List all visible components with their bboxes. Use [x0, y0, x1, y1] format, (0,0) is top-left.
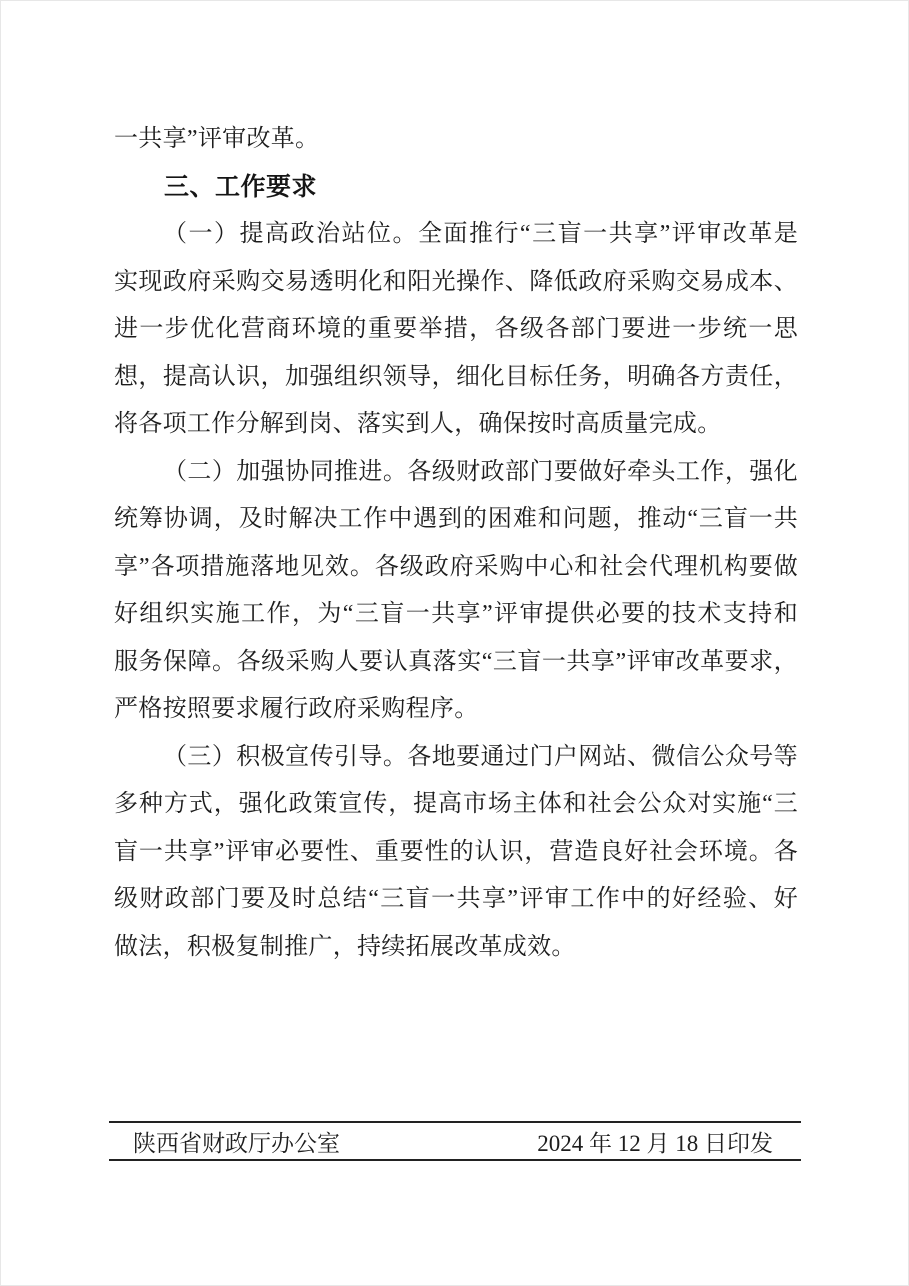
document-body	[114, 116, 798, 971]
body-line: 将各项工作分解到岗、落实到人，确保按时高质量完成。	[114, 411, 722, 437]
footer-issuer: 陕西省财政厅办公室	[133, 1130, 340, 1156]
body-line: 盲一共享”评审必要性、重要性的认识，营造良好社会环境。各	[114, 838, 798, 865]
body-line: 服务保障。各级采购人要认真落实“三盲一共享”评审改革要求，	[114, 648, 798, 675]
body-line: （三）积极宣传引导。各地要通过门户网站、微信公众号等	[163, 743, 798, 770]
body-line: （二）加强协同推进。各级财政部门要做好牵头工作，强化	[163, 458, 798, 485]
body-line: 级财政部门要及时总结“三盲一共享”评审工作中的好经验、好	[114, 886, 798, 912]
body-line: 好组织实施工作，为“三盲一共享”评审提供必要的技术支持和	[114, 601, 798, 627]
body-line: 进一步优化营商环境的重要举措，各级各部门要进一步统一思	[114, 316, 798, 342]
body-line: 多种方式，强化政策宣传，提高市场主体和社会公众对实施“三	[114, 791, 798, 817]
body-line: 享”各项措施落地见效。各级政府采购中心和社会代理机构要做	[114, 553, 798, 580]
body-line: 想，提高认识，加强组织领导，细化目标任务，明确各方责任，	[114, 363, 798, 390]
body-line: 做法，积极复制推广，持续拓展改革成效。	[114, 933, 576, 960]
section-heading: 三、工作要求	[164, 172, 318, 201]
body-line-continuation: 一共享”评审改革。	[114, 126, 320, 152]
body-line: 统筹协调，及时解决工作中遇到的困难和问题，推动“三盲一共	[114, 506, 798, 532]
body-line: 严格按照要求履行政府采购程序。	[114, 696, 479, 722]
body-line: 实现政府采购交易透明化和阳光操作、降低政府采购交易成本、	[114, 268, 798, 295]
footer-print-date: 2024 年 12 月 18 日印发	[537, 1130, 773, 1156]
colophon-footer	[109, 1121, 801, 1161]
body-line: （一）提高政治站位。全面推行“三盲一共享”评审改革是	[163, 221, 798, 247]
